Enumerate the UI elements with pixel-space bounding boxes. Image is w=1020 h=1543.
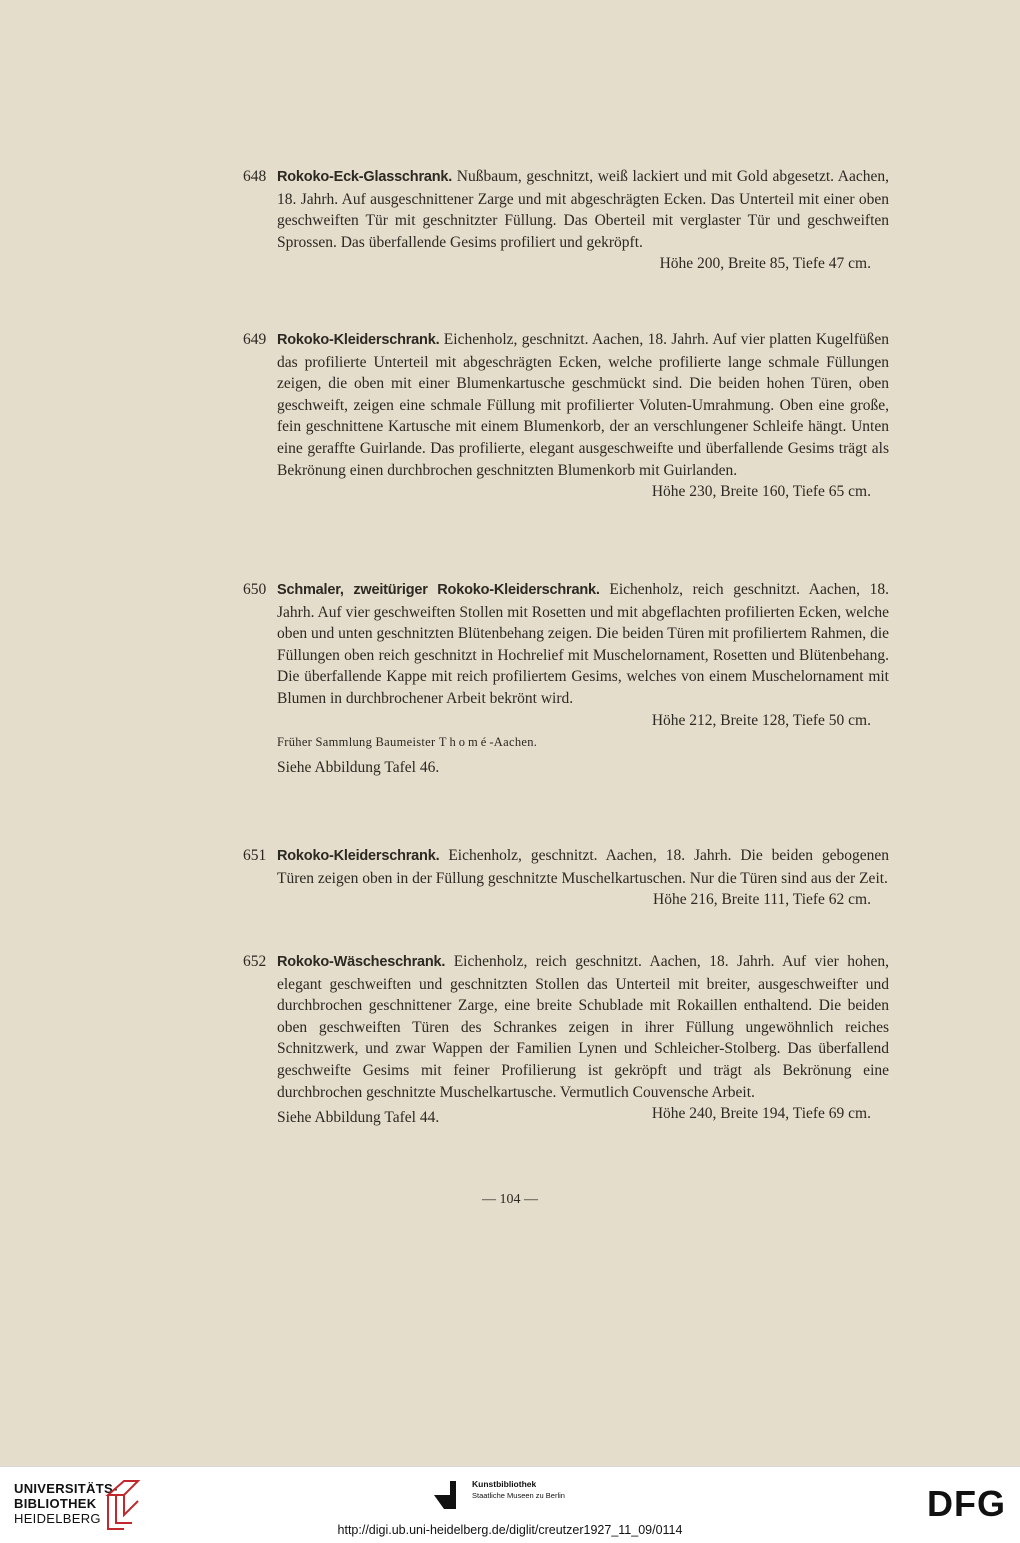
entry-paragraph (243, 166, 889, 253)
university-library-logo[interactable] (14, 1481, 118, 1526)
library-name-line3: HEIDELBERG (14, 1511, 101, 1526)
entry-title: Rokoko-Kleiderschrank. (277, 332, 440, 348)
catalog-entry-651 (243, 845, 889, 911)
catalog-entry-649 (243, 329, 889, 503)
entry-title: Rokoko-Wäscheschrank. (277, 954, 446, 970)
entry-number: 649 (243, 331, 267, 348)
library-name-line2: BIBLIOTHEK (14, 1496, 97, 1511)
page-number: — 104 — (482, 1192, 538, 1207)
provenance-prefix: Früher Sammlung Baumeister (277, 735, 436, 750)
entry-title: Rokoko-Kleiderschrank. (277, 848, 440, 864)
entry-dimensions: Höhe 216, Breite 111, Tiefe 62 cm. (653, 891, 871, 909)
entry-number: 650 (243, 581, 267, 598)
entry-dimensions: Höhe 240, Breite 194, Tiefe 69 cm. (651, 1105, 871, 1123)
entry-number: 651 (243, 847, 267, 864)
permalink-url[interactable]: http://digi.ub.uni-heidelberg.de/diglit/creutzer1927_11_09/0114 (337, 1523, 683, 1537)
digitization-footer (0, 1466, 1020, 1543)
entry-description: Eichenholz, reich geschnitzt. Aachen, 18. Jahrh. Auf vier hohen, elegant geschweiften und geschnitzten Stollen das Unterteil mit breiter, ausgeschweifter und durchbrochen geschnittener Zarge, eine breite Schublade mit Rokaillen enthaltend. Die beiden oben geschweiften Türen des Schrankes zeigen in ihrer Füllung ungewöhnlich reiches Schnitzwerk, und zwar Wappen der Familien Lynen und Schleicher-Stolberg. Das überfallend geschweifte Gesims mit feiner Profilierung ist gekröpft und trägt als Bekrönung eine durchbrochen geschnitzte Muschelkartusche. Vermutlich Couvensche Arbeit. (277, 953, 889, 1101)
dfg-logo[interactable]: DFG (927, 1483, 1006, 1524)
plate-reference: Siehe Abbildung Tafel 44. (277, 1109, 440, 1127)
entry-title: Rokoko-Eck-Glasschrank. (277, 169, 453, 185)
entry-paragraph (243, 329, 889, 481)
entry-dimensions: Höhe 230, Breite 160, Tiefe 65 cm. (651, 483, 871, 501)
kunstbibliothek-logo-icon (432, 1479, 458, 1511)
entry-title: Schmaler, zweitüriger Rokoko-Kleiderschrank. (277, 582, 600, 598)
entry-paragraph (243, 579, 889, 710)
entry-description: Eichenholz, geschnitzt. Aachen, 18. Jahrh. Die beiden gebogenen Türen zeigen oben in der Füllung geschnitzte Muschelkartuschen. Nur die Türen sind aus der Zeit. (277, 847, 890, 887)
library-name-line1: UNIVERSITÄTS- (14, 1481, 118, 1496)
provenance-name: Thomé (438, 735, 490, 750)
catalog-entry-648 (243, 166, 889, 275)
catalog-entry-650 (243, 579, 889, 779)
entry-provenance (243, 733, 889, 751)
entry-dimensions: Höhe 212, Breite 128, Tiefe 50 cm. (651, 711, 871, 729)
entry-number: 648 (243, 168, 267, 185)
entry-description: Eichenholz, reich geschnitzt. Aachen, 18. Jahrh. Auf vier geschweiften Stollen mit Rosetten und mit abgeflachten profilierten Ecken, welche oben und unten geschnitzten Blütenbehang zeigen. Die beiden Türen mit profiliertem Rahmen, die Füllungen oben reich geschnitzt in Hochrelief mit Muschelornament, Rosetten und Blütenbehang. Die überfallende Kappe mit reich profiliertem Gesims, welches von einem Muschelornament mit Blumen in durchbrochener Arbeit bekrönt wird. (277, 581, 890, 707)
catalog-entry-652 (243, 951, 889, 1129)
entry-paragraph (243, 845, 890, 909)
entry-description: Nußbaum, geschnitzt, weiß lackiert und mit Gold abgesetzt. Aachen, 18. Jahrh. Auf ausgeschnittener Zarge und mit abgeschrägten Ecken. Das Unterteil mit einer oben geschweiften Tür mit geschnitzter Füllung. Das Oberteil mit verglaster Tür und geschweiften Sprossen. Das überfallende Gesims profiliert und gekröpft. (277, 168, 889, 251)
plate-reference: Siehe Abbildung Tafel 46. (277, 759, 440, 777)
provenance-suffix: -Aachen. (489, 735, 538, 750)
partner-subtitle: Staatliche Museen zu Berlin (472, 1491, 565, 1500)
entry-number: 652 (243, 953, 267, 970)
entry-dimensions: Höhe 200, Breite 85, Tiefe 47 cm. (659, 255, 871, 273)
entry-description: Eichenholz, geschnitzt. Aachen, 18. Jahrh. Auf vier platten Kugelfüßen das profilierte Unterteil mit abgeschrägten Ecken, welche profilierte lange schmale Füllungen zeigen, die oben mit einer Blumenkartusche geschmückt sind. Die beiden hohen Türen, oben geschweift, zeigen eine schmale Füllung mit profilierter Voluten-Umrahmung. Oben eine große, fein geschnittene Kartusche mit einem Blumenkorb, der an verschlungener Schleife hängt. Unten eine geraffte Guirlande. Das profilierte, elegant ausgeschweifte und überfallende Gesims trägt als Bekrönung einen durchbrochen geschnitzten Blumenkorb mit Guirlanden. (277, 331, 890, 479)
partner-name: Kunstbibliothek (472, 1479, 537, 1489)
